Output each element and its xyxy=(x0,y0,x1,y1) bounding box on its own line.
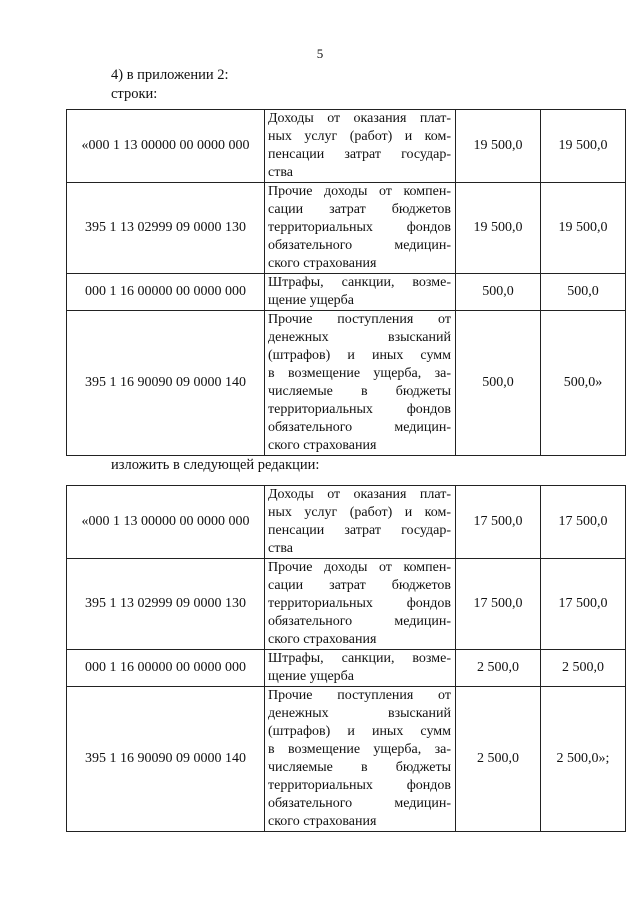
amount-cell-2: 2 500,0»; xyxy=(541,687,626,832)
income-name-line: Прочие поступления от xyxy=(268,312,451,327)
income-name-line: сации затрат бюджетов xyxy=(268,202,451,217)
income-name-line: пенсации затрат государ- xyxy=(268,147,451,162)
income-name-cell xyxy=(265,183,456,274)
amount-cell-2: 2 500,0 xyxy=(541,650,626,687)
budget-code-cell: 395 1 16 90090 09 0000 140 xyxy=(67,311,265,456)
old-rows-table xyxy=(66,109,626,456)
income-name-line: числяемые в бюджеты xyxy=(268,384,451,399)
table-row xyxy=(67,559,626,650)
amount-cell-1: 17 500,0 xyxy=(456,559,541,650)
amount-cell-2: 19 500,0 xyxy=(541,110,626,183)
income-name-line: ных услуг (работ) и ком- xyxy=(268,505,451,520)
budget-code-cell: 395 1 13 02999 09 0000 130 xyxy=(67,183,265,274)
middle-text: изложить в следующей редакции: xyxy=(111,457,320,473)
budget-code-cell: 000 1 16 00000 00 0000 000 xyxy=(67,650,265,687)
income-name-line: пенсации затрат государ- xyxy=(268,523,451,538)
income-name-cell xyxy=(265,110,456,183)
income-name-line: обязательного медицин- xyxy=(268,238,451,253)
intro-text xyxy=(111,66,229,104)
intro-line-rows: строки: xyxy=(111,86,158,102)
income-name-line: числяемые в бюджеты xyxy=(268,760,451,775)
amount-cell-1: 500,0 xyxy=(456,274,541,311)
income-name-cell xyxy=(265,311,456,456)
income-name-line: в возмещение ущерба, за- xyxy=(268,366,451,381)
income-name-line: щение ущерба xyxy=(268,293,355,308)
income-name-line: территориальных фондов xyxy=(268,596,451,611)
table-row xyxy=(67,311,626,456)
amount-cell-2: 17 500,0 xyxy=(541,486,626,559)
income-name-line: Прочие поступления от xyxy=(268,688,451,703)
income-name-line: обязательного медицин- xyxy=(268,796,451,811)
table-row xyxy=(67,486,626,559)
table-row xyxy=(67,183,626,274)
income-name-line: Доходы от оказания плат- xyxy=(268,111,451,126)
budget-code-cell: 395 1 13 02999 09 0000 130 xyxy=(67,559,265,650)
table-row xyxy=(67,274,626,311)
income-name-line: ского страхования xyxy=(268,632,377,647)
income-name-line: сации затрат бюджетов xyxy=(268,578,451,593)
income-name-line: Прочие доходы от компен- xyxy=(268,184,451,199)
income-name-line: территориальных фондов xyxy=(268,402,451,417)
table-row xyxy=(67,110,626,183)
amount-cell-1: 17 500,0 xyxy=(456,486,541,559)
income-name-line: Штрафы, санкции, возме- xyxy=(268,275,451,290)
amount-cell-1: 2 500,0 xyxy=(456,687,541,832)
table-row xyxy=(67,650,626,687)
amount-cell-2: 19 500,0 xyxy=(541,183,626,274)
income-name-line: Доходы от оказания плат- xyxy=(268,487,451,502)
table-row xyxy=(67,687,626,832)
budget-code-cell: 000 1 16 00000 00 0000 000 xyxy=(67,274,265,311)
income-name-cell xyxy=(265,559,456,650)
amount-cell-1: 2 500,0 xyxy=(456,650,541,687)
income-name-line: ского страхования xyxy=(268,438,377,453)
page-number: 5 xyxy=(316,46,324,61)
income-name-line: обязательного медицин- xyxy=(268,614,451,629)
income-name-line: ского страхования xyxy=(268,256,377,271)
income-name-line: в возмещение ущерба, за- xyxy=(268,742,451,757)
amount-cell-2: 17 500,0 xyxy=(541,559,626,650)
income-name-line: Прочие доходы от компен- xyxy=(268,560,451,575)
income-name-line: (штрафов) и иных сумм xyxy=(268,724,451,739)
new-rows-table xyxy=(66,485,626,832)
amount-cell-2: 500,0» xyxy=(541,311,626,456)
income-name-line: ства xyxy=(268,541,293,556)
income-name-line: Штрафы, санкции, возме- xyxy=(268,651,451,666)
income-name-line: денежных взысканий xyxy=(268,706,451,721)
budget-code-cell: 395 1 16 90090 09 0000 140 xyxy=(67,687,265,832)
amount-cell-1: 19 500,0 xyxy=(456,183,541,274)
income-name-cell xyxy=(265,274,456,311)
income-name-line: обязательного медицин- xyxy=(268,420,451,435)
income-name-line: территориальных фондов xyxy=(268,778,451,793)
intro-line-appendix: 4) в приложении 2: xyxy=(111,67,229,83)
amount-cell-2: 500,0 xyxy=(541,274,626,311)
budget-code-cell: «000 1 13 00000 00 0000 000 xyxy=(67,110,265,183)
income-name-line: (штрафов) и иных сумм xyxy=(268,348,451,363)
income-name-line: щение ущерба xyxy=(268,669,355,684)
income-name-line: ных услуг (работ) и ком- xyxy=(268,129,451,144)
income-name-cell xyxy=(265,687,456,832)
income-name-line: денежных взысканий xyxy=(268,330,451,345)
income-name-line: ского страхования xyxy=(268,814,377,829)
income-name-line: территориальных фондов xyxy=(268,220,451,235)
budget-code-cell: «000 1 13 00000 00 0000 000 xyxy=(67,486,265,559)
income-name-cell xyxy=(265,486,456,559)
income-name-cell xyxy=(265,650,456,687)
amount-cell-1: 19 500,0 xyxy=(456,110,541,183)
income-name-line: ства xyxy=(268,165,293,180)
amount-cell-1: 500,0 xyxy=(456,311,541,456)
